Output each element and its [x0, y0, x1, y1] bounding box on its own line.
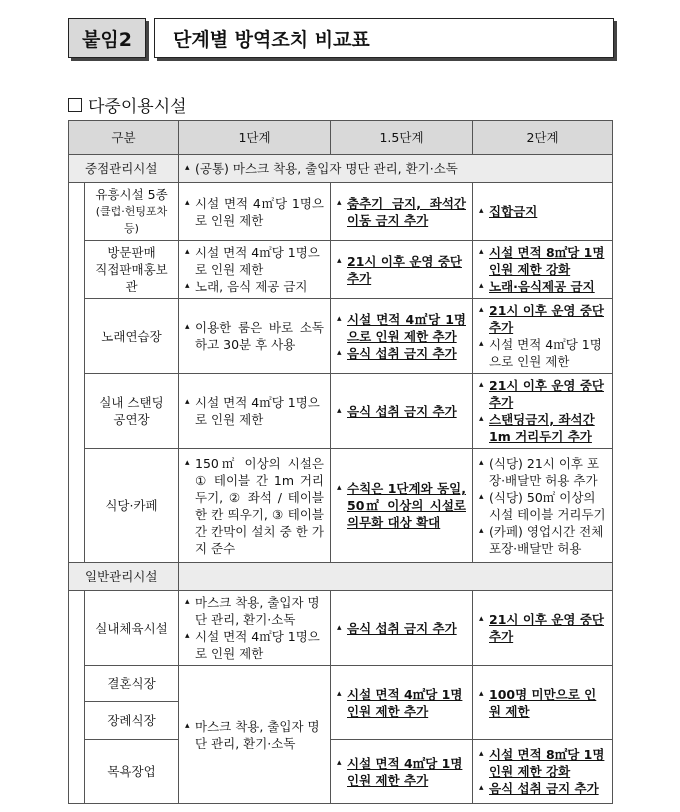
- indent-cell: [69, 449, 85, 563]
- facility-name: 노래연습장: [85, 299, 179, 374]
- indent-cell: [69, 591, 85, 666]
- table-row: [69, 666, 613, 702]
- category-row: [69, 563, 613, 591]
- column-header: 1.5단계: [331, 121, 473, 155]
- stage2-cell: ▴ 시설 면적 8㎡당 1명 인원 제한 강화 ▴ 노래·음식제공 금지: [473, 241, 613, 299]
- stage1-cell: ▴ 시설 면적 4㎡당 1명으로 인원 제한: [179, 183, 331, 241]
- facility-name: 장례식장: [85, 702, 179, 740]
- column-header: 1단계: [179, 121, 331, 155]
- stage1-cell: ▴ 시설 면적 4㎡당 1명으로 인원 제한: [179, 374, 331, 449]
- attachment-tag: 붙임2: [68, 18, 146, 58]
- stage2-cell: ▴ 21시 이후 운영 중단 추가 ▴ 시설 면적 4㎡당 1명으로 인원 제한: [473, 299, 613, 374]
- indent-cell: [69, 666, 85, 702]
- stage2-cell: ▴ (식당) 21시 이후 포장·배달만 허용 추가 ▴ (식당) 50㎡ 이상의 시설 테이블 거리두기 ▴ (카페) 영업시간 전체 포장·배달만 허용: [473, 449, 613, 563]
- stage15-cell: ▴ 음식 섭취 금지 추가: [331, 374, 473, 449]
- table-row: [69, 183, 613, 241]
- stage15-cell: ▴ 시설 면적 4㎡당 1명 인원 제한 추가: [331, 740, 473, 804]
- column-header: 구분: [69, 121, 179, 155]
- facility-name: 식당·카페: [85, 449, 179, 563]
- table-row: [69, 299, 613, 374]
- stage15-cell: ▴ 21시 이후 운영 중단 추가: [331, 241, 473, 299]
- category-row: [69, 155, 613, 183]
- section-title: 다중이용시설: [88, 97, 187, 117]
- column-header: 2단계: [473, 121, 613, 155]
- stage2-cell: ▴ 100명 미만으로 인원 제한: [473, 666, 613, 740]
- stage1-cell: ▴ 시설 면적 4㎡당 1명으로 인원 제한 ▴ 노래, 음식 제공 금지: [179, 241, 331, 299]
- table-row: [69, 241, 613, 299]
- category-common-rule: [179, 155, 613, 183]
- stage15-cell: ▴ 시설 면적 4㎡당 1명으로 인원 제한 추가 ▴ 음식 섭취 금지 추가: [331, 299, 473, 374]
- facility-name: 목욕장업: [85, 740, 179, 804]
- stage15-cell: ▴ 춤추기 금지, 좌석간 이동 금지 추가: [331, 183, 473, 241]
- checkbox-square-icon: [68, 98, 82, 112]
- facility-name: 방문판매 직접판매홍보관: [85, 241, 179, 299]
- facility-name: 결혼식장: [85, 666, 179, 702]
- indent-cell: [69, 374, 85, 449]
- indent-cell: [69, 183, 85, 241]
- category-name: 중점관리시설: [69, 155, 179, 183]
- comparison-table: [68, 120, 613, 804]
- stage15-cell: ▴ 시설 면적 4㎡당 1명 인원 제한 추가: [331, 666, 473, 740]
- facility-name: 실내 스탠딩 공연장: [85, 374, 179, 449]
- header: [68, 18, 614, 60]
- stage2-cell: ▴ 21시 이후 운영 중단 추가: [473, 591, 613, 666]
- table-header-row: [69, 121, 613, 155]
- indent-cell: [69, 299, 85, 374]
- indent-cell: [69, 241, 85, 299]
- list-item: ▴ (공통) 마스크 착용, 출입자 명단 관리, 환기·소독: [185, 160, 606, 177]
- stage2-cell: ▴ 21시 이후 운영 중단 추가 ▴ 스탠딩금지, 좌석간 1m 거리두기 추가: [473, 374, 613, 449]
- stage2-cell: ▴ 집합금지: [473, 183, 613, 241]
- facility-name: 실내체육시설: [85, 591, 179, 666]
- category-name: 일반관리시설: [69, 563, 179, 591]
- indent-cell: [69, 702, 85, 740]
- indent-cell: [69, 740, 85, 804]
- stage15-cell: ▴ 음식 섭취 금지 추가: [331, 591, 473, 666]
- table-row: [69, 449, 613, 563]
- document-title: 단계별 방역조치 비교표: [154, 18, 614, 58]
- stage15-cell: ▴ 수칙은 1단계와 동일, 50㎡ 이상의 시설로 의무화 대상 확대: [331, 449, 473, 563]
- table-row: [69, 591, 613, 666]
- stage1-cell: ▴ 마스크 착용, 출입자 명단 관리, 환기·소독: [179, 666, 331, 804]
- stage1-cell: ▴ 마스크 착용, 출입자 명단 관리, 환기·소독 ▴ 시설 면적 4㎡당 1명으로 인원 제한: [179, 591, 331, 666]
- section-heading: [68, 92, 187, 117]
- stage2-cell: ▴ 시설 면적 8㎡당 1명 인원 제한 강화 ▴ 음식 섭취 금지 추가: [473, 740, 613, 804]
- stage1-cell: ▴ 150㎡ 이상의 시설은 ① 테이블 간 1m 거리두기, ② 좌석 / 테이블 한 칸 띄우기, ③ 테이블 간 칸막이 설치 중 한 가지 준수: [179, 449, 331, 563]
- table-row: [69, 740, 613, 804]
- facility-name: 유흥시설 5종 (클럽·헌팅포차 등): [85, 183, 179, 241]
- stage1-cell: ▴ 이용한 룸은 바로 소독하고 30분 후 사용: [179, 299, 331, 374]
- table-row: [69, 374, 613, 449]
